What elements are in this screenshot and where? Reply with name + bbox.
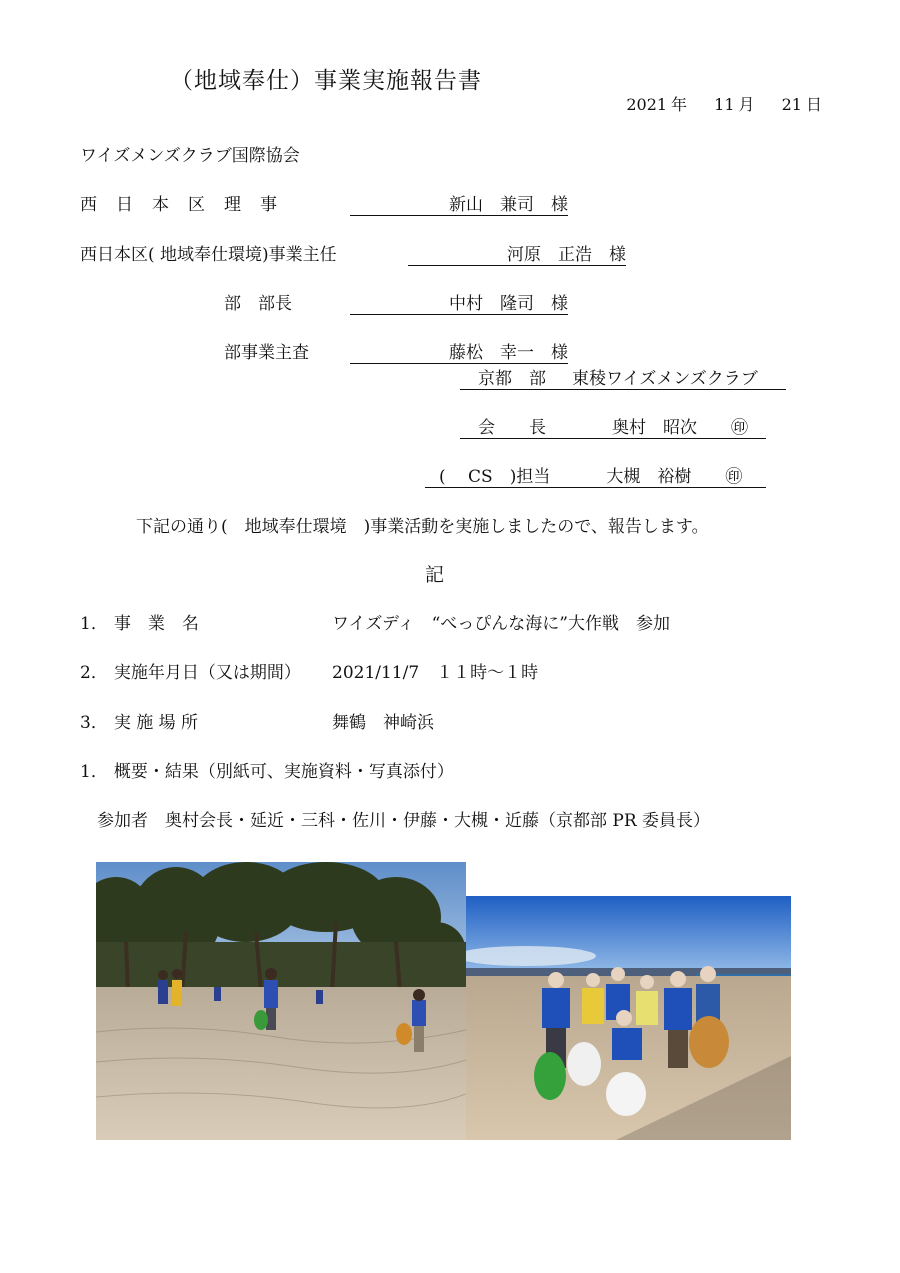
recipient-role-3: 部 部長 [224, 294, 292, 314]
item-1-value: ワイズディ “べっぴんな海に”大作戦 参加 [332, 614, 671, 634]
seal-icon-2: ㊞ [725, 467, 743, 487]
recipient-role-1: 西 日 本 区 理 事 [80, 195, 278, 215]
intro-text: 下記の通り( 地域奉仕環境 )事業活動を実施しましたので、報告します。 [136, 517, 709, 537]
recipient-role-4: 部事業主査 [224, 343, 309, 363]
item-2: 2． 実施年月日（又は期間） [80, 663, 301, 683]
sender-charge-line: ( CS )担当 大槻 裕樹 ㊞ [425, 462, 766, 488]
item-4: 1． 概要・結果（別紙可、実施資料・写真添付） [80, 762, 454, 782]
addressee-org: ワイズメンズクラブ国際協会 [80, 146, 300, 166]
ki-heading: 記 [425, 564, 445, 586]
item-3-value: 舞鶴 神崎浜 [332, 713, 434, 733]
sender-president-line: 会 長 奥村 昭次 ㊞ [460, 413, 766, 439]
seal-icon: ㊞ [731, 418, 748, 438]
recipient-name-1: 新山 兼司 様 [350, 190, 568, 216]
recipient-name-4: 藤松 幸一 様 [350, 338, 568, 364]
photo-beach-cleanup [96, 862, 466, 1140]
item-1: 1． 事 業 名 [80, 614, 199, 634]
item-3: 3． 実 施 場 所 [80, 713, 199, 733]
sender-club-line: 京都 部 東稜ワイズメンズクラブ [460, 364, 786, 390]
document-title: （地域奉仕）事業実施報告書 [170, 68, 482, 94]
recipient-role-2: 西日本区( 地域奉仕環境)事業主任 [80, 245, 337, 265]
recipient-name-3: 中村 隆司 様 [350, 289, 568, 315]
photo-group-on-beach [466, 896, 791, 1140]
report-date: 2021 年 11 月 21 日 [626, 95, 822, 114]
recipient-name-2: 河原 正浩 様 [408, 240, 626, 266]
item-2-value: 2021/11/7 １１時～１時 [332, 663, 539, 683]
participants-text: 参加者 奥村会長・延近・三科・佐川・伊藤・大槻・近藤（京都部 PR 委員長） [97, 811, 711, 831]
